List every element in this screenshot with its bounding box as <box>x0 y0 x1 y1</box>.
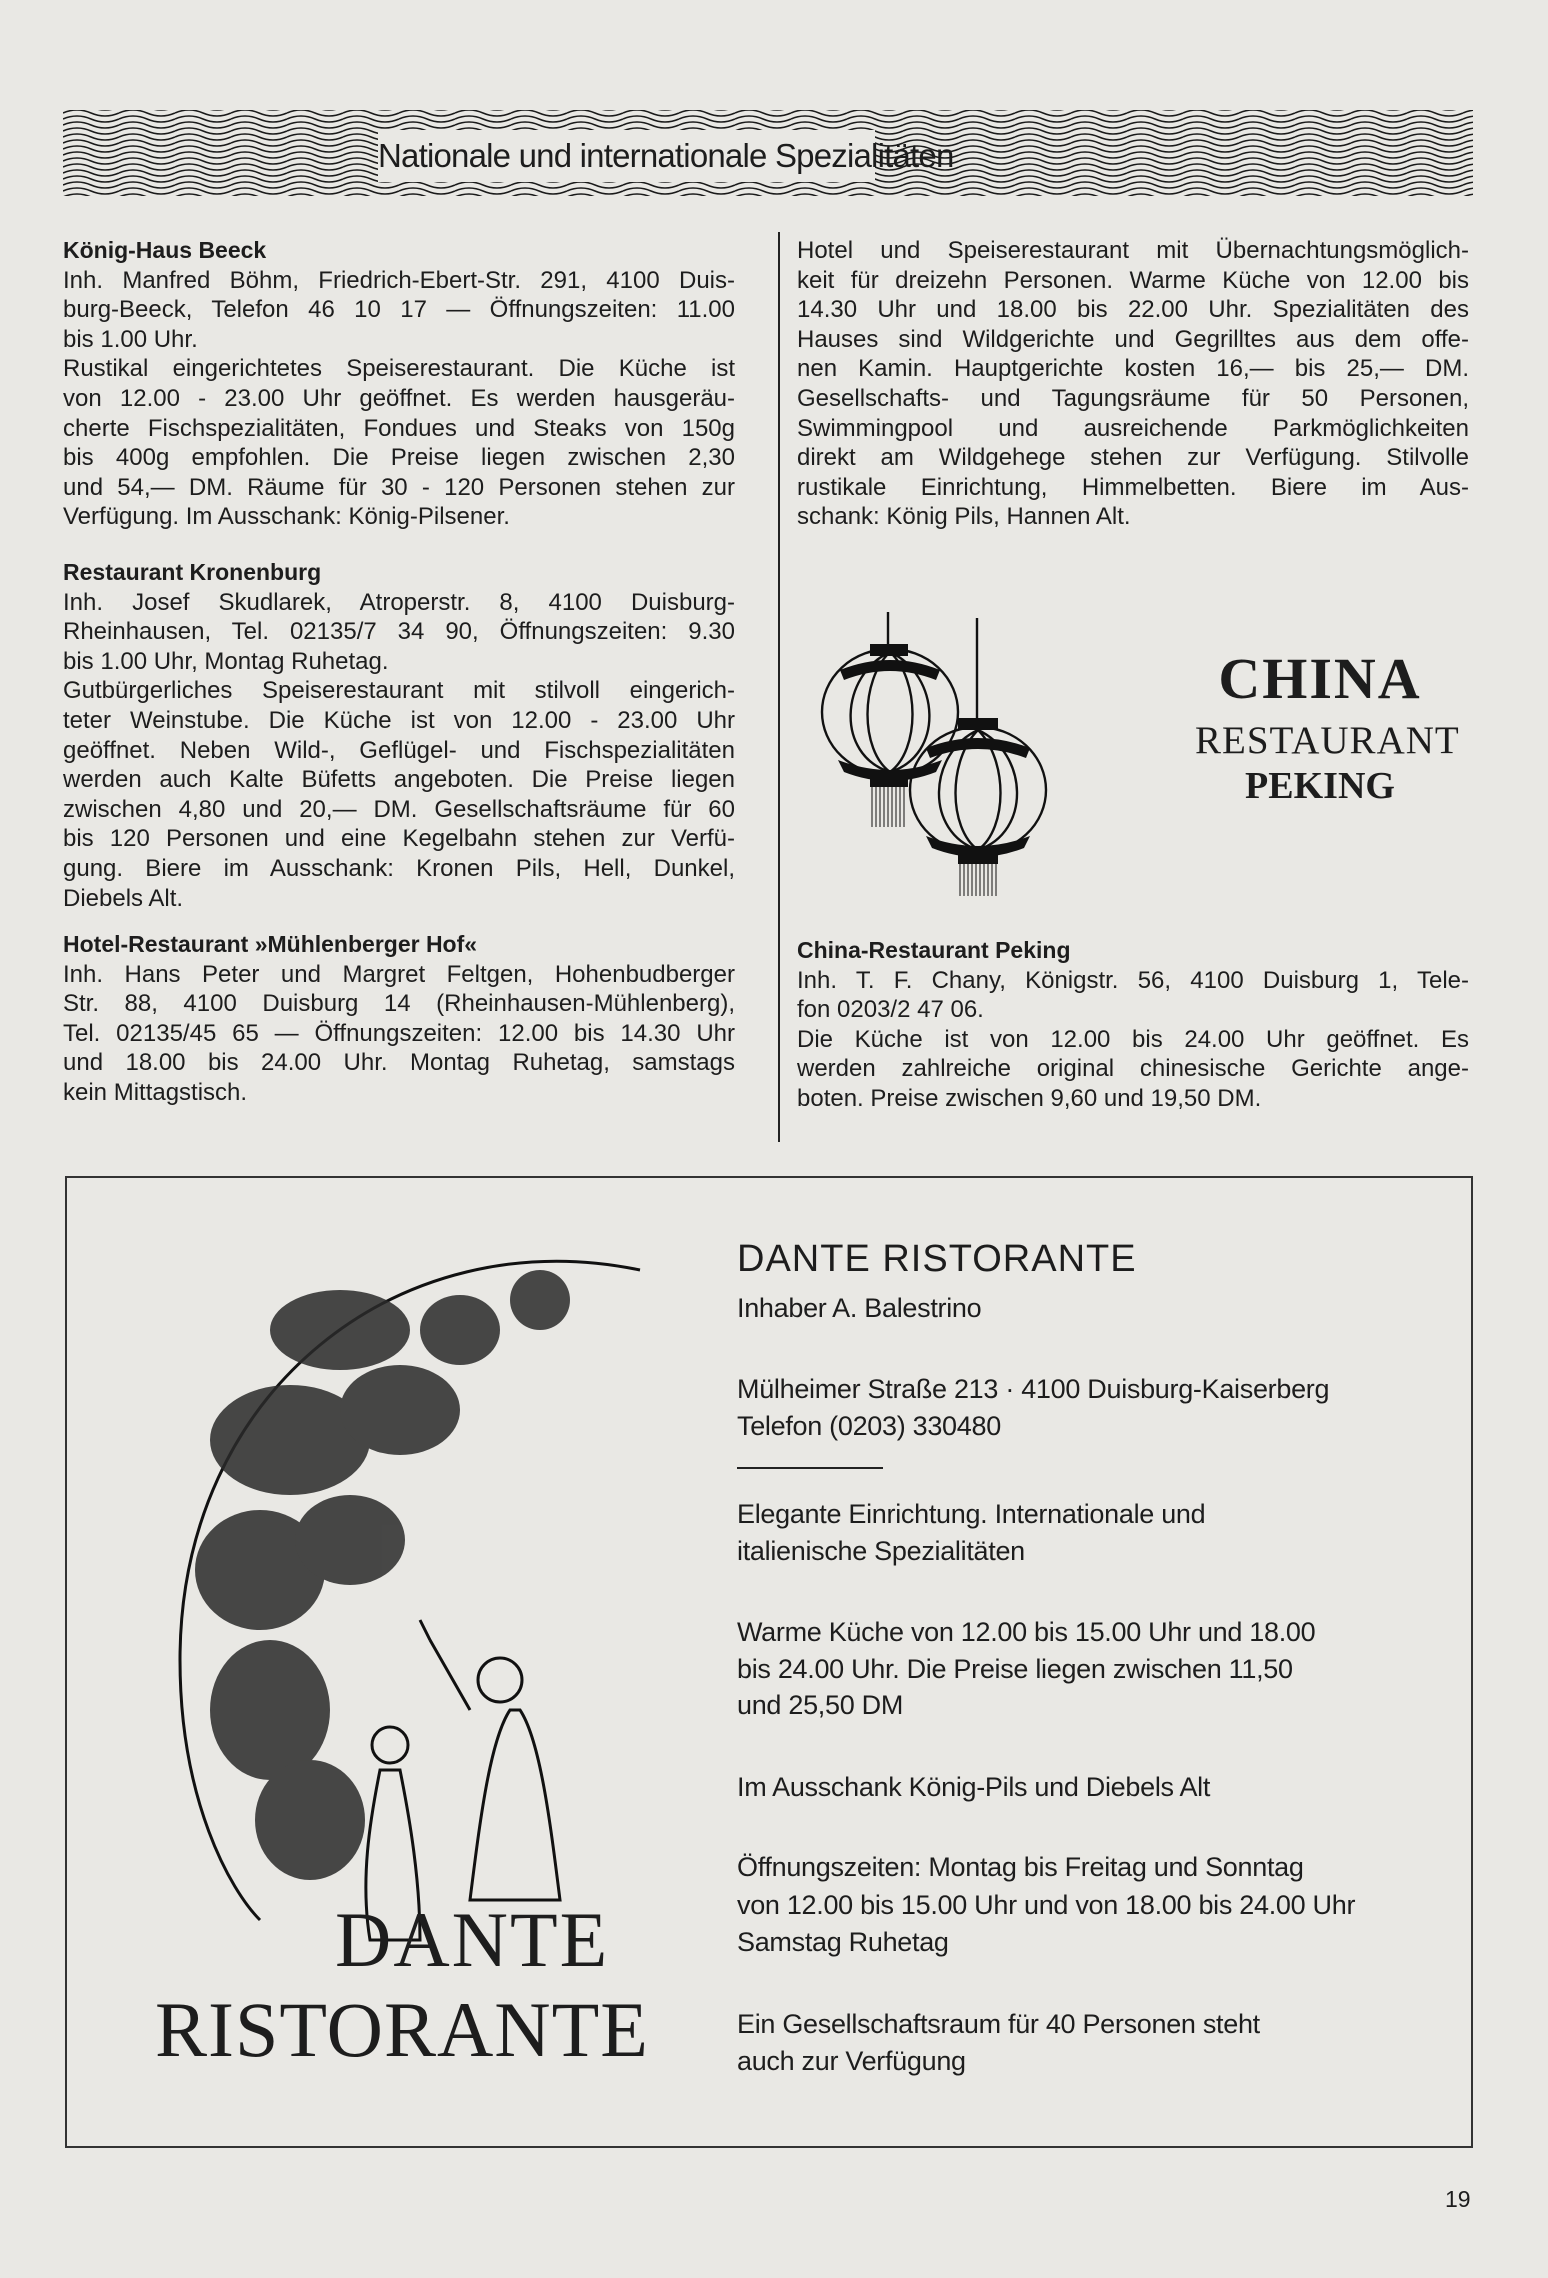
text-line: Diebels Alt. <box>63 884 184 912</box>
text-line: kein Mittagstisch. <box>63 1078 248 1106</box>
text-line: burg-Beeck, Telefon 46 10 17 — Öffnungszeiten: 11.00 <box>63 296 735 324</box>
page-number: 19 <box>1445 2186 1471 2212</box>
dante-rule <box>737 1467 883 1469</box>
text-line: zwischen 4,80 und 20,— DM. Gesellschaftsräume für 60 <box>63 795 735 823</box>
text-line: teter Weinstube. Die Küche ist von 12.00 - 23.00 Uhr <box>63 706 735 734</box>
dante-hours-line: Öffnungszeiten: Montag bis Freitag und Sonntag <box>737 1852 1304 1882</box>
dante-owner: Inhaber A. Balestrino <box>737 1293 982 1323</box>
dante-title: DANTE RISTORANTE <box>737 1238 1137 1280</box>
china-ad-subtitle: RESTAURANT <box>1195 719 1460 762</box>
dante-phone: Telefon (0203) 330480 <box>737 1411 1001 1441</box>
dante-address: Mülheimer Straße 213 · 4100 Duisburg-Kaiserberg <box>737 1374 1330 1404</box>
dante-beer: Im Ausschank König-Pils und Diebels Alt <box>737 1772 1211 1802</box>
text-line: werden zahlreiche original chinesische Gerichte ange- <box>797 1055 1469 1083</box>
entry-heading: König-Haus Beeck <box>63 237 267 263</box>
text-line: boten. Preise zwischen 9,60 und 19,50 DM. <box>797 1084 1262 1112</box>
text-line: Inh. Hans Peter und Margret Feltgen, Hohenbudberger <box>63 960 735 988</box>
chinese-lanterns-illustration <box>800 600 1140 900</box>
text-line: fon 0203/2 47 06. <box>797 996 984 1024</box>
text-line: von 12.00 - 23.00 Uhr geöffnet. Es werden hausgeräu- <box>63 384 735 412</box>
dante-hours-line: von 12.00 bis 15.00 Uhr und von 18.00 bis 24.00 Uhr <box>737 1890 1356 1920</box>
text-line: Hotel und Speiserestaurant mit Übernachtungsmöglich- <box>797 237 1469 264</box>
text-line: Gesellschafts- und Tagungsräume für 50 Personen, <box>797 384 1469 412</box>
text-line: bis 1.00 Uhr, Montag Ruhetag. <box>63 647 389 675</box>
column-divider <box>778 232 780 1142</box>
text-line: keit für dreizehn Personen. Warme Küche von 12.00 bis <box>797 266 1469 294</box>
text-line: bis 1.00 Uhr. <box>63 325 198 353</box>
dante-room-line: Ein Gesellschaftsraum für 40 Personen steht <box>737 2009 1260 2039</box>
entry-muehlenberger-hof <box>63 930 735 1108</box>
text-line: nen Kamin. Hauptgerichte kosten 16,— bis 25,— DM. <box>797 355 1469 383</box>
text-line: Verfügung. Im Ausschank: König-Pilsener. <box>63 503 510 531</box>
entry-muehlenberger-hof-continued <box>797 236 1469 532</box>
entry-heading: China-Restaurant Peking <box>797 937 1071 963</box>
text-line: Inh. T. F. Chany, Königstr. 56, 4100 Duisburg 1, Tele- <box>797 966 1469 994</box>
dante-logo-line2: RISTORANTE <box>155 1986 649 2073</box>
dante-description-line: Elegante Einrichtung. Internationale und <box>737 1499 1206 1529</box>
dante-kitchen-line: Warme Küche von 12.00 bis 15.00 Uhr und 18.00 <box>737 1617 1316 1647</box>
entry-koenig-haus-beeck <box>63 236 735 532</box>
section-title: Nationale und internationale Spezialitäten <box>378 130 875 182</box>
text-line: 14.30 Uhr und 18.00 bis 22.00 Uhr. Spezialitäten des <box>797 296 1469 324</box>
text-line: Inh. Josef Skudlarek, Atroperstr. 8, 4100 Duisburg- <box>63 588 735 616</box>
text-line: Rustikal eingerichtetes Speiserestaurant. Die Küche ist <box>63 355 735 383</box>
entry-china-restaurant-peking <box>797 936 1469 1114</box>
dante-hours-line: Samstag Ruhetag <box>737 1927 949 1957</box>
text-line: werden auch Kalte Büfetts angeboten. Die Preise liegen <box>63 766 735 794</box>
text-line: bis 120 Personen und eine Kegelbahn stehen zur Verfü- <box>63 825 735 853</box>
text-line: Swimmingpool und ausreichende Parkmöglichkeiten <box>797 414 1469 442</box>
dante-room-line: auch zur Verfügung <box>737 2046 966 2076</box>
dante-kitchen-line: bis 24.00 Uhr. Die Preise liegen zwischen 11,50 <box>737 1654 1293 1684</box>
entry-restaurant-kronenburg <box>63 558 735 913</box>
dante-logo-line1: DANTE <box>335 1896 610 1983</box>
dante-kitchen-line: und 25,50 DM <box>737 1690 904 1720</box>
text-line: geöffnet. Neben Wild-, Geflügel- und Fischspezialitäten <box>63 736 735 764</box>
text-line: Inh. Manfred Böhm, Friedrich-Ebert-Str. 291, 4100 Duis- <box>63 266 735 294</box>
text-line: und 18.00 bis 24.00 Uhr. Montag Ruhetag, samstags <box>63 1049 735 1077</box>
text-line: Rheinhausen, Tel. 02135/7 34 90, Öffnungszeiten: 9.30 <box>63 618 735 646</box>
china-ad-name: PEKING <box>1245 765 1395 807</box>
dante-description-line: italienische Spezialitäten <box>737 1536 1025 1566</box>
text-line: und 54,— DM. Räume für 30 - 120 Personen stehen zur <box>63 473 735 501</box>
entry-heading: Restaurant Kronenburg <box>63 559 322 585</box>
text-line: rustikale Einrichtung, Himmelbetten. Biere im Aus- <box>797 473 1469 501</box>
text-line: Str. 88, 4100 Duisburg 14 (Rheinhausen-Mühlenberg), <box>63 990 735 1018</box>
text-line: Hauses sind Wildgerichte und Gegrilltes aus dem offe- <box>797 325 1469 353</box>
text-line: Tel. 02135/45 65 — Öffnungszeiten: 12.00 bis 14.30 Uhr <box>63 1019 735 1047</box>
text-line: direkt am Wildgehege stehen zur Verfügung. Stilvolle <box>797 444 1469 472</box>
text-line: schank: König Pils, Hannen Alt. <box>797 503 1131 531</box>
text-line: cherte Fischspezialitäten, Fondues und Steaks von 150g <box>63 414 735 442</box>
text-line: gung. Biere im Ausschank: Kronen Pils, Hell, Dunkel, <box>63 854 735 882</box>
china-ad-title: CHINA <box>1218 646 1422 711</box>
text-line: bis 400g empfohlen. Die Preise liegen zwischen 2,30 <box>63 444 735 472</box>
text-line: Die Küche ist von 12.00 bis 24.00 Uhr geöffnet. Es <box>797 1025 1469 1053</box>
text-line: Gutbürgerliches Speiserestaurant mit stilvoll eingerich- <box>63 677 735 705</box>
entry-heading: Hotel-Restaurant »Mühlenberger Hof« <box>63 931 478 957</box>
